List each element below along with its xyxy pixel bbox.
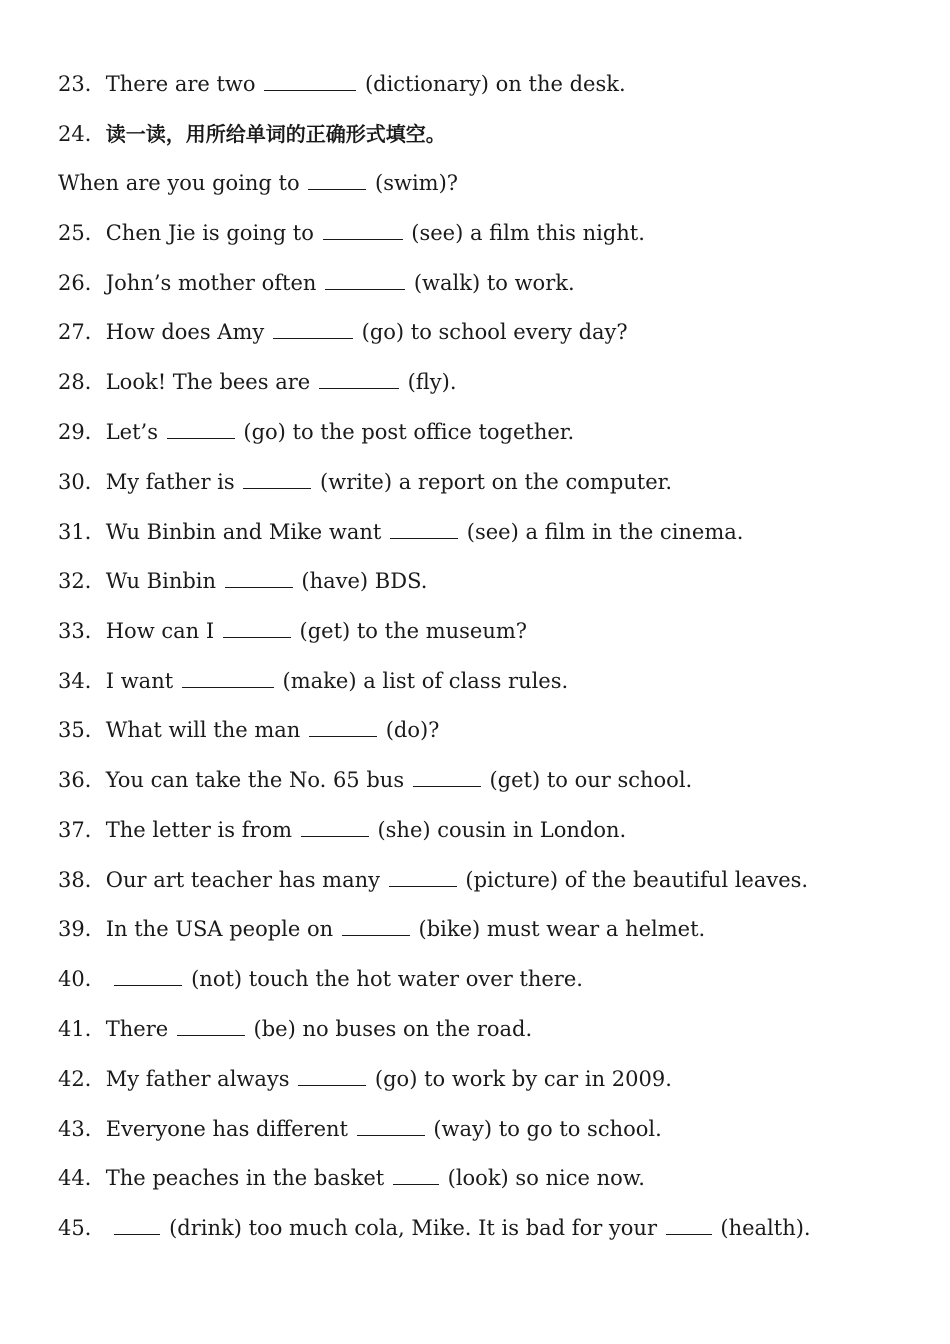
question-text: (not) touch the hot water over there. [191, 967, 583, 991]
question-number: 24． [58, 122, 106, 146]
answer-blank[interactable] [666, 1216, 712, 1235]
question-34 [58, 667, 568, 695]
question-number: 25． [58, 221, 106, 245]
question-number: 31． [58, 520, 106, 544]
question-text: (way) to go to school. [433, 1117, 662, 1141]
question-number: 39． [58, 917, 106, 941]
question-number: 33． [58, 619, 106, 643]
question-text: (dictionary) on the desk. [364, 72, 626, 96]
answer-blank[interactable] [325, 271, 405, 290]
question-number: 28． [58, 370, 106, 394]
question-35 [58, 716, 439, 744]
question-text: (picture) of the beautiful leaves. [465, 868, 809, 892]
question-text: (go) to work by car in 2009. [374, 1067, 672, 1091]
question-33 [58, 617, 527, 645]
question-number: 23． [58, 72, 106, 96]
question-text: Chen Jie is going to [105, 221, 314, 245]
question-text: (get) to the museum? [299, 619, 528, 643]
question-26 [58, 269, 575, 297]
answer-blank[interactable] [223, 619, 291, 638]
answer-blank[interactable] [298, 1067, 366, 1086]
question-text: My father always [105, 1067, 290, 1091]
question-text: Wu Binbin and Mike want [105, 520, 382, 544]
answer-blank[interactable] [182, 669, 274, 688]
question-40 [58, 965, 583, 993]
answer-blank[interactable] [319, 370, 399, 389]
question-number: 35． [58, 718, 106, 742]
question-32 [58, 567, 427, 595]
question-text: (swim)? [375, 171, 459, 195]
question-number: 45． [58, 1216, 106, 1240]
question-23 [58, 70, 626, 98]
question-number: 43． [58, 1117, 106, 1141]
question-text: (do)? [385, 718, 440, 742]
answer-blank[interactable] [308, 171, 366, 190]
answer-blank[interactable] [357, 1117, 425, 1136]
question-28 [58, 368, 457, 396]
answer-blank[interactable] [389, 868, 457, 887]
answer-blank[interactable] [177, 1017, 245, 1036]
answer-blank[interactable] [390, 520, 458, 539]
question-text: My father is [105, 470, 235, 494]
question-29 [58, 418, 574, 446]
answer-blank[interactable] [393, 1166, 439, 1185]
answer-blank[interactable] [167, 420, 235, 439]
question-text: (look) so nice now. [447, 1166, 645, 1190]
question-text: (walk) to work. [413, 271, 575, 295]
question-text: Let’s [105, 420, 158, 444]
question-text: Our art teacher has many [105, 868, 380, 892]
question-39 [58, 915, 705, 943]
answer-blank[interactable] [264, 72, 356, 91]
question-number: 34． [58, 669, 106, 693]
question-text: There [105, 1017, 169, 1041]
question-text: (make) a list of class rules. [282, 669, 569, 693]
question-number: 26． [58, 271, 106, 295]
question-24-sentence [58, 169, 458, 197]
question-text: (bike) must wear a helmet. [418, 917, 706, 941]
question-text: How does Amy [105, 320, 265, 344]
question-text: (go) to school every day? [361, 320, 628, 344]
question-27 [58, 318, 628, 346]
question-text: What will the man [105, 718, 301, 742]
answer-blank[interactable] [114, 1216, 160, 1235]
question-text: (have) BDS. [301, 569, 428, 593]
question-text: (see) a film in the cinema. [466, 520, 744, 544]
instruction-text: 读一读，用所给单词的正确形式填空。 [105, 122, 446, 146]
question-text: When are you going to [58, 171, 300, 195]
question-text: (drink) too much cola, Mike. It is bad for your [169, 1216, 657, 1240]
question-44 [58, 1164, 645, 1192]
answer-blank[interactable] [273, 320, 353, 339]
question-text: The letter is from [105, 818, 293, 842]
question-text: John’s mother often [105, 271, 317, 295]
question-31 [58, 518, 743, 546]
question-36 [58, 766, 692, 794]
question-text: The peaches in the basket [105, 1166, 385, 1190]
answer-blank[interactable] [323, 221, 403, 240]
question-number: 37． [58, 818, 106, 842]
question-number: 41． [58, 1017, 106, 1041]
question-text: You can take the No. 65 bus [105, 768, 405, 792]
question-text: There are two [105, 72, 256, 96]
question-text: (fly). [407, 370, 457, 394]
question-25 [58, 219, 645, 247]
question-text: (health). [720, 1216, 811, 1240]
question-text: (see) a film this night. [411, 221, 645, 245]
question-30 [58, 468, 672, 496]
question-text: (be) no buses on the road. [253, 1017, 533, 1041]
answer-blank[interactable] [309, 718, 377, 737]
question-text: Wu Binbin [105, 569, 217, 593]
question-text: How can I [105, 619, 215, 643]
answer-blank[interactable] [342, 917, 410, 936]
answer-blank[interactable] [413, 768, 481, 787]
answer-blank[interactable] [225, 569, 293, 588]
question-text: In the USA people on [105, 917, 334, 941]
question-41 [58, 1015, 532, 1043]
question-text: (go) to the post office together. [243, 420, 575, 444]
question-number: 29． [58, 420, 106, 444]
question-number: 42． [58, 1067, 106, 1091]
answer-blank[interactable] [114, 967, 182, 986]
question-37 [58, 816, 626, 844]
question-45 [58, 1214, 811, 1242]
question-text: (she) cousin in London. [377, 818, 627, 842]
question-38 [58, 866, 808, 894]
question-number: 40． [58, 967, 106, 991]
question-text: I want [105, 669, 174, 693]
question-text: Look! The bees are [105, 370, 311, 394]
question-text: (get) to our school. [489, 768, 693, 792]
question-number: 38． [58, 868, 106, 892]
question-number: 44． [58, 1166, 106, 1190]
question-number: 27． [58, 320, 106, 344]
question-number: 36． [58, 768, 106, 792]
question-43 [58, 1115, 662, 1143]
question-number: 32． [58, 569, 106, 593]
answer-blank[interactable] [301, 818, 369, 837]
question-42 [58, 1065, 672, 1093]
question-text: Everyone has different [105, 1117, 348, 1141]
question-number: 30． [58, 470, 106, 494]
question-24 [58, 120, 446, 148]
answer-blank[interactable] [243, 470, 311, 489]
question-text: (write) a report on the computer. [320, 470, 673, 494]
